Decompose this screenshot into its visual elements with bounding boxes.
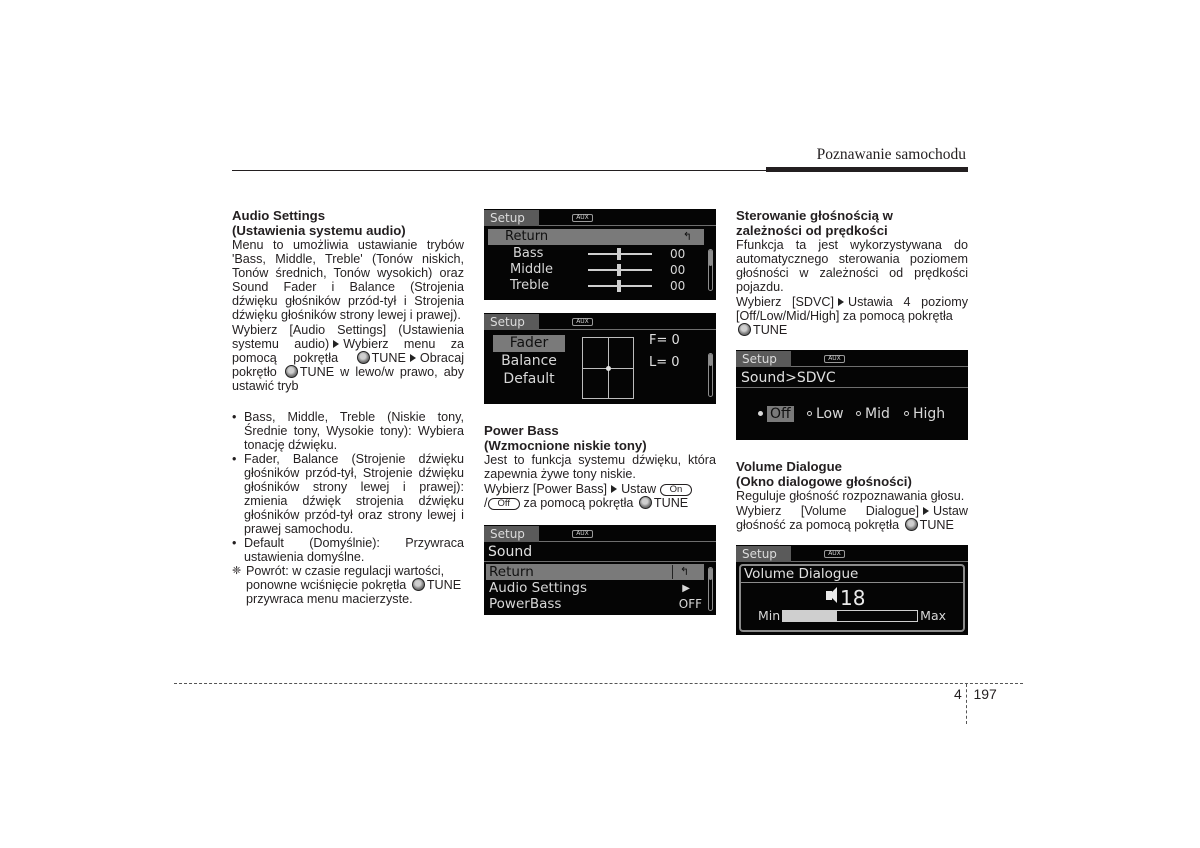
sdvc-option-mid: Mid xyxy=(856,406,890,422)
fader-option: Fader xyxy=(493,335,565,352)
middle-slider xyxy=(588,269,652,271)
balance-option: Balance xyxy=(501,353,557,369)
treble-slider xyxy=(588,285,652,287)
max-label: Max xyxy=(920,608,946,623)
note-symbol-icon: ❈ xyxy=(232,565,242,577)
aux-badge: AUX xyxy=(572,214,593,222)
arrow-right-icon xyxy=(333,340,339,348)
return-arrow-icon: ↰ xyxy=(672,565,696,579)
screen-row-return: Return ↰ xyxy=(488,229,704,245)
scrollbar xyxy=(708,567,713,611)
setup-tab: Setup xyxy=(484,526,539,542)
audio-settings-list xyxy=(232,410,464,564)
bass-slider xyxy=(588,253,652,255)
tune-knob-icon xyxy=(905,518,918,531)
radio-icon xyxy=(904,411,909,416)
power-bass-heading: Power Bass (Wzmocnione niskie tony) xyxy=(484,423,647,453)
tune-knob-icon xyxy=(285,365,298,378)
tune-knob-icon xyxy=(738,323,751,336)
header-bar xyxy=(766,167,968,172)
volume-value: 18 xyxy=(840,586,866,610)
volume-bar-fill xyxy=(783,611,837,621)
audio-settings-description: Menu to umożliwia ustawianie trybów 'Bass, Middle, Treble' (Tonów niskich, Tonów średnich, Tonów wysokich) oraz Sound Fader i Balance (Strojenia dźwięku głośników przód-tył i Strojenia dźwięku głośników strony lewej i prawej). xyxy=(232,238,464,322)
balance-point xyxy=(606,366,611,371)
tune-knob-icon xyxy=(357,351,370,364)
tune-knob-icon xyxy=(639,496,652,509)
screen-title: Sound xyxy=(488,544,533,560)
audio-settings-screen xyxy=(484,209,716,300)
aux-badge: AUX xyxy=(824,355,845,363)
list-item: • Default (Domyślnie): Przywraca ustawienia domyślne. xyxy=(232,536,464,564)
page-number-value: 197 xyxy=(973,686,997,702)
screen-row-bass: Bass 00 xyxy=(513,246,686,261)
sdvc-instructions: Wybierz [SDVC] Ustawia 4 poziomy [Off/Low/Mid/High] za pomocą pokrętła TUNE xyxy=(736,295,968,337)
sdvc-description: Ffunkcja ta jest wykorzystywana do automatycznego sterowania poziomem głośności w zależności od prędkości pojazdu. xyxy=(736,238,968,294)
arrow-right-icon xyxy=(838,298,844,306)
sdvc-screen xyxy=(736,350,968,440)
fader-balance-screen xyxy=(484,313,716,404)
sdvc-heading: Sterowanie głośnością w zależności od prędkości xyxy=(736,208,893,238)
radio-icon xyxy=(807,411,812,416)
aux-badge: AUX xyxy=(572,530,593,538)
screen-title: Volume Dialogue xyxy=(744,566,859,582)
arrow-right-icon xyxy=(923,507,929,515)
scrollbar xyxy=(708,353,713,397)
volume-dialogue-instructions: Wybierz [Volume Dialogue] Ustaw głośność za pomocą pokrętła TUNE xyxy=(736,504,968,532)
screen-row-return: Return ↰ xyxy=(486,564,704,580)
return-note: ❈ Powrót: w czasie regulacji wartości, ponowne wciśnięcie pokrętła TUNE przywraca menu macierzyste. xyxy=(232,564,462,606)
aux-badge: AUX xyxy=(572,318,593,326)
volume-dialogue-description: Reguluje głośność rozpoznawania głosu. xyxy=(736,489,965,503)
screen-row-treble: Treble 00 xyxy=(510,278,686,293)
footer-rule xyxy=(174,683,1023,684)
balance-value: L= 0 xyxy=(649,355,680,370)
min-label: Min xyxy=(758,608,781,623)
chapter-number: 4 xyxy=(954,686,962,702)
list-item: • Fader, Balance (Strojenie dźwięku głośników przód-tył, Strojenie dźwięku głośników strony lewej i prawej): zmienia dźwięk strojenia dźwięku głośników przód-tył oraz strony lewej i prawej samochodu. xyxy=(232,452,464,536)
audio-settings-section xyxy=(232,208,464,606)
aux-badge: AUX xyxy=(824,550,845,558)
return-arrow-icon: ↰ xyxy=(682,230,692,243)
running-header: Poznawanie samochodu xyxy=(816,146,966,163)
off-badge: Off xyxy=(488,498,521,510)
screen-title: Sound>SDVC xyxy=(741,370,836,386)
power-bass-instructions: Wybierz [Power Bass] Ustaw On / Off za pomocą pokrętła TUNE xyxy=(484,482,716,510)
speaker-icon xyxy=(826,591,832,600)
radio-icon xyxy=(856,411,861,416)
sdvc-option-low: Low xyxy=(807,406,844,422)
volume-dialogue-heading: Volume Dialogue (Okno dialogowe głośności) xyxy=(736,459,912,489)
page-number xyxy=(954,686,997,702)
setup-tab: Setup xyxy=(736,351,791,367)
fader-balance-grid xyxy=(582,337,634,399)
fader-value: F= 0 xyxy=(649,333,680,348)
on-badge: On xyxy=(660,484,693,496)
radio-selected-icon xyxy=(758,411,763,416)
volume-dialogue-section xyxy=(736,459,968,532)
audio-settings-instructions: Wybierz [Audio Settings] (Ustawienia systemu audio) Wybierz menu za pomocą pokrętła TUNE Obracaj pokrętło TUNE w lewo/w prawo, aby ustawić tryb xyxy=(232,323,465,393)
sdvc-option-high: High xyxy=(904,406,945,422)
default-option: Default xyxy=(503,371,555,387)
sound-menu-screen xyxy=(484,525,716,615)
arrow-right-icon xyxy=(410,354,416,362)
screen-row-middle: Middle 00 xyxy=(510,262,686,277)
setup-tab: Setup xyxy=(484,210,539,226)
screen-row-powerbass: PowerBass OFF xyxy=(489,596,702,612)
tune-knob-icon xyxy=(412,578,425,591)
power-bass-section xyxy=(484,423,716,510)
setup-tab: Setup xyxy=(484,314,539,330)
volume-bar xyxy=(782,610,918,622)
scrollbar xyxy=(708,249,713,291)
screen-row-audio-settings: Audio Settings ▶ xyxy=(489,580,690,596)
audio-settings-heading: Audio Settings (Ustawienia systemu audio) xyxy=(232,208,406,238)
sdvc-option-off: Off xyxy=(758,406,794,422)
sdvc-section xyxy=(736,208,968,337)
volume-dialogue-screen xyxy=(736,545,968,635)
power-bass-description: Jest to funkcja systemu dźwięku, która zapewnia żywe tony niskie. xyxy=(484,453,716,481)
arrow-right-icon: ▶ xyxy=(682,583,690,594)
setup-tab: Setup xyxy=(736,546,791,562)
list-item: • Bass, Middle, Treble (Niskie tony, Średnie tony, Wysokie tony): Wybiera tonację dźwięku. xyxy=(232,410,464,452)
arrow-right-icon xyxy=(611,485,617,493)
